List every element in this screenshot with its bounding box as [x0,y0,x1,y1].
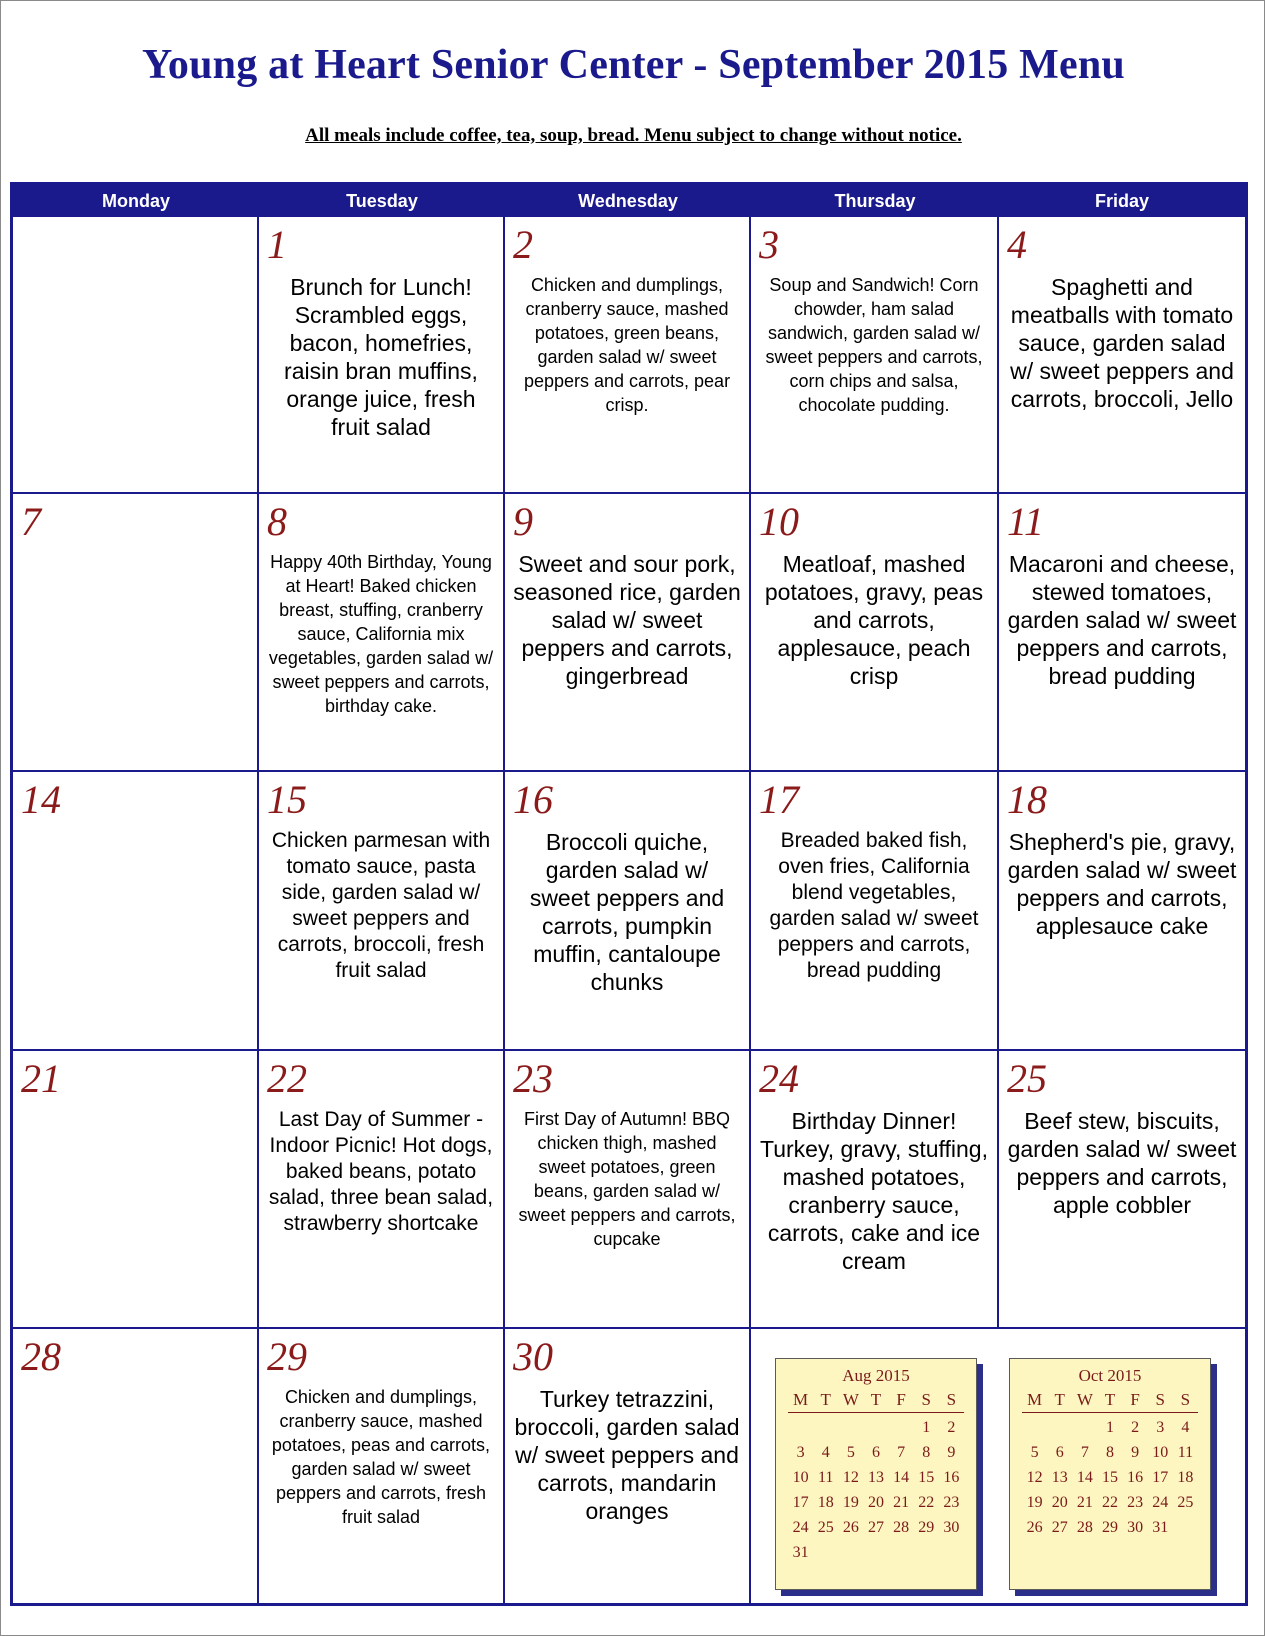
day-number: 7 [21,499,41,544]
mini-day: 20 [867,1494,884,1511]
day-number: 1 [267,222,287,267]
mini-day [788,1415,813,1440]
mini-weekday-label: W [842,1390,859,1409]
mini-day [838,1415,863,1440]
mini-calendar-aug [775,1358,977,1590]
day-number: 22 [267,1056,307,1101]
mini-calendar-oct [1009,1358,1211,1590]
day-number: 10 [759,499,799,544]
mini-day: 13 [867,1469,884,1486]
meal-description: Spaghetti and meatballs with tomato sauce, garden salad w/ sweet peppers and carrots, broccoli, Jello [1010,274,1234,412]
mini-day: 30 [943,1519,960,1536]
mini-day: 29 [918,1519,935,1536]
mini-day [1072,1415,1097,1440]
day-cell [259,217,505,494]
meal-description: Chicken and dumplings, cranberry sauce, mashed potatoes, peas and carrots, garden salad w/ sweet peppers and carrots, fresh fruit salad [271,1387,491,1527]
mini-day: 15 [918,1469,935,1486]
meal-description: Broccoli quiche, garden salad w/ sweet peppers and carrots, pumpkin muffin, cantaloupe chunks [529,829,725,995]
mini-calendar-days [788,1415,964,1565]
day-number: 21 [21,1056,61,1101]
meal-description: Birthday Dinner! Turkey, gravy, stuffing, mashed potatoes, cranberry sauce, carrots, cake and ice cream [760,1108,988,1274]
weekday-header-monday: Monday [13,185,259,217]
mini-day [863,1415,888,1440]
day-number: 14 [21,777,61,822]
page-title: Young at Heart Senior Center - September 2015 Menu [142,42,1125,88]
mini-day: 27 [867,1519,884,1536]
mini-weekday-label: S [1180,1390,1191,1409]
mini-day: 1 [922,1419,931,1436]
mini-day: 24 [792,1519,809,1536]
mini-calendar-title: Oct 2015 [1078,1366,1142,1385]
mini-day: 6 [1055,1444,1064,1461]
meal-description: Chicken and dumplings, cranberry sauce, mashed potatoes, green beans, garden salad w/ sweet peppers and carrots, pear crisp. [523,275,731,415]
day-cell [259,494,505,772]
mini-day: 6 [871,1444,880,1461]
mini-day: 23 [1127,1494,1144,1511]
mini-day: 15 [1101,1469,1118,1486]
day-number: 24 [759,1056,799,1101]
mini-weekday-label: F [896,1390,906,1409]
mini-day: 12 [842,1469,859,1486]
mini-day: 1 [1105,1419,1114,1436]
day-cell [505,217,751,494]
mini-day: 3 [1156,1419,1165,1436]
mini-day: 22 [1101,1494,1118,1511]
mini-weekday-label: W [1076,1390,1093,1409]
mini-calendar-weekday-row [1022,1388,1198,1413]
mini-day: 4 [821,1444,830,1461]
mini-day: 25 [817,1519,834,1536]
mini-day: 3 [796,1444,805,1461]
mini-day: 18 [1177,1469,1194,1486]
mini-day: 16 [943,1469,960,1486]
day-number: 17 [759,777,799,822]
day-number: 23 [513,1056,553,1101]
mini-day: 26 [842,1519,859,1536]
mini-day: 7 [897,1444,906,1461]
day-number: 18 [1007,777,1047,822]
day-cell [259,772,505,1051]
mini-weekday-label: S [946,1390,957,1409]
mini-day: 18 [817,1494,834,1511]
mini-day: 27 [1051,1519,1068,1536]
meal-description: Soup and Sandwich! Corn chowder, ham salad sandwich, garden salad w/ sweet peppers and carrots, corn chips and salsa, chocolate pudding. [765,275,983,415]
meal-description: Beef stew, biscuits, garden salad w/ sweet peppers and carrots, apple cobbler [1007,1108,1237,1218]
mini-day: 21 [893,1494,910,1511]
mini-day: 5 [1030,1444,1039,1461]
mini-day: 5 [846,1444,855,1461]
day-cell [259,1051,505,1329]
mini-day: 19 [1026,1494,1043,1511]
day-number: 2 [513,222,533,267]
mini-day: 20 [1051,1494,1068,1511]
meal-description: Shepherd's pie, gravy, garden salad w/ sweet peppers and carrots, applesauce cake [1007,829,1237,939]
mini-day: 10 [1152,1444,1169,1461]
mini-weekday-label: M [793,1390,809,1409]
day-cell [751,217,999,494]
day-cell [505,772,751,1051]
mini-day: 26 [1026,1519,1043,1536]
mini-day: 28 [893,1519,910,1536]
day-number: 9 [513,499,533,544]
mini-day: 8 [922,1444,931,1461]
day-cell [505,494,751,772]
meal-description: Last Day of Summer - Indoor Picnic! Hot dogs, baked beans, potato salad, three bean salad, strawberry shortcake [268,1108,494,1235]
mini-calendar-days [1022,1415,1198,1540]
mini-day: 13 [1051,1469,1068,1486]
mini-day: 10 [792,1469,809,1486]
mini-day: 11 [818,1469,834,1486]
day-number: 11 [1007,499,1045,544]
weekday-header-wednesday: Wednesday [505,185,751,217]
mini-day [813,1415,838,1440]
mini-day [889,1415,914,1440]
mini-weekday-label: F [1130,1390,1140,1409]
mini-calendar-weekday-row [788,1388,964,1413]
day-number: 29 [267,1334,307,1379]
day-cell [259,1329,505,1603]
mini-day: 17 [1152,1469,1169,1486]
day-cell [505,1329,751,1603]
page-subtitle: All meals include coffee, tea, soup, bread. Menu subject to change without notice. [305,125,962,146]
day-number: 30 [513,1334,553,1379]
meal-description: Chicken parmesan with tomato sauce, pasta side, garden salad w/ sweet peppers and carrots, broccoli, fresh fruit salad [271,829,491,982]
day-number: 4 [1007,222,1027,267]
day-number: 8 [267,499,287,544]
day-number: 25 [1007,1056,1047,1101]
day-cell [505,1051,751,1329]
day-number: 28 [21,1334,61,1379]
mini-day: 7 [1080,1444,1089,1461]
mini-weekday-label: T [870,1390,882,1409]
mini-day: 31 [1152,1519,1169,1536]
mini-day: 22 [918,1494,935,1511]
day-cell [13,494,259,772]
mini-weekday-label: T [820,1390,831,1409]
mini-day: 2 [1131,1419,1140,1436]
day-number: 16 [513,777,553,822]
day-cell [999,1051,1245,1329]
mini-day: 24 [1152,1494,1169,1511]
day-cell [751,1051,999,1329]
meal-description: Happy 40th Birthday, Young at Heart! Baked chicken breast, stuffing, cranberry sauce, California mix vegetables, garden salad w/ sweet peppers and carrots, birthday cake. [268,552,494,716]
mini-day: 11 [1177,1444,1194,1461]
mini-weekday-label: T [1054,1390,1065,1409]
weekday-header-tuesday: Tuesday [259,185,505,217]
mini-day: 31 [792,1544,809,1561]
day-cell [999,772,1245,1051]
mini-day: 14 [893,1469,910,1486]
mini-weekday-label: M [1027,1390,1043,1409]
empty-day-cell [13,217,259,494]
meal-description: First Day of Autumn! BBQ chicken thigh, mashed sweet potatoes, green beans, garden salad w/ sweet peppers and carrots, cupcake [518,1109,736,1249]
day-cell [751,772,999,1051]
mini-day: 29 [1101,1519,1118,1536]
day-cell [13,1329,259,1603]
day-cell [751,494,999,772]
mini-day: 19 [842,1494,859,1511]
mini-day: 23 [943,1494,960,1511]
meal-description: Macaroni and cheese, stewed tomatoes, garden salad w/ sweet peppers and carrots, bread pudding [1007,551,1237,689]
mini-day: 4 [1181,1419,1190,1436]
mini-day: 2 [947,1419,956,1436]
mini-weekday-label: S [921,1390,931,1409]
mini-day: 25 [1177,1494,1194,1511]
day-number: 15 [267,777,307,822]
meal-description: Meatloaf, mashed potatoes, gravy, peas and carrots, applesauce, peach crisp [764,551,984,689]
mini-day: 12 [1026,1469,1043,1486]
meal-description: Turkey tetrazzini, broccoli, garden salad w/ sweet peppers and carrots, mandarin oranges [514,1386,740,1524]
mini-day: 9 [1131,1444,1140,1461]
mini-weekday-label: S [1155,1390,1165,1409]
meal-description: Sweet and sour pork, seasoned rice, garden salad w/ sweet peppers and carrots, gingerbread [513,551,741,689]
mini-weekday-label: T [1104,1390,1116,1409]
day-number: 3 [759,222,779,267]
mini-day: 17 [792,1494,809,1511]
meal-description: Breaded baked fish, oven fries, California blend vegetables, garden salad w/ sweet peppers and carrots, bread pudding [769,829,979,982]
day-cell [999,217,1245,494]
day-cell [999,494,1245,772]
mini-day: 14 [1076,1469,1093,1486]
mini-day: 30 [1127,1519,1144,1536]
weekday-header-thursday: Thursday [751,185,999,217]
mini-day: 28 [1076,1519,1093,1536]
meal-description: Brunch for Lunch! Scrambled eggs, bacon, homefries, raisin bran muffins, orange juice, fresh fruit salad [284,274,478,440]
mini-calendar-title: Aug 2015 [842,1366,910,1385]
day-cell [13,772,259,1051]
weekday-header-friday: Friday [999,185,1245,217]
mini-day: 21 [1076,1494,1093,1511]
mini-day: 9 [947,1444,956,1461]
mini-day: 16 [1127,1469,1144,1486]
mini-day: 8 [1105,1444,1114,1461]
day-cell [13,1051,259,1329]
mini-day [1047,1415,1072,1440]
mini-day [1022,1415,1047,1440]
